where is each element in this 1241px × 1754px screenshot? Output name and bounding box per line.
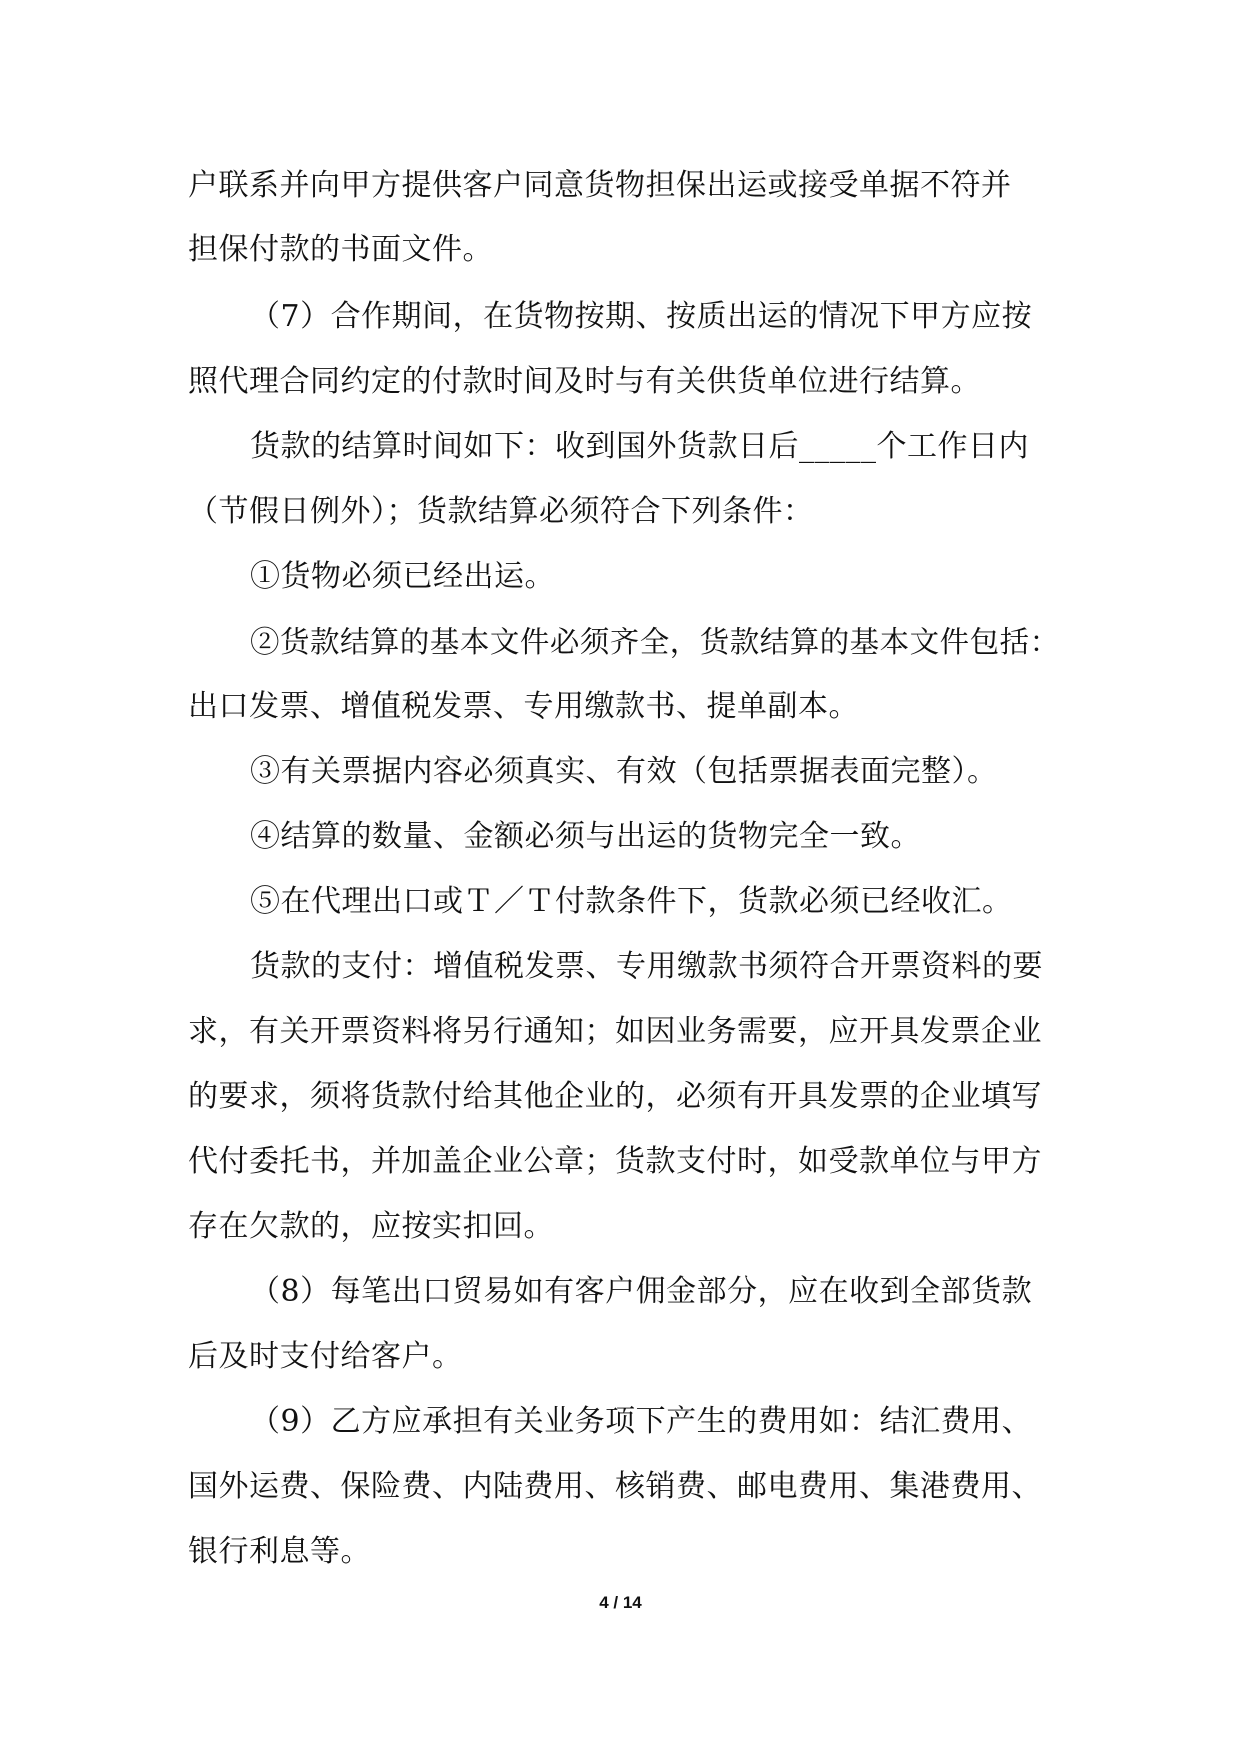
- text-line: 银行利息等。: [188, 1534, 371, 1569]
- text-line: ②货款结算的基本文件必须齐全，货款结算的基本文件包括：: [250, 625, 1060, 659]
- text-line: 后及时支付给客户。: [188, 1339, 463, 1374]
- text-line: 户联系并向甲方提供客户同意货物担保出运或接受单据不符并: [188, 168, 1012, 203]
- text-line: ⑤在代理出口或Ｔ／Ｔ付款条件下，货款必须已经收汇。: [250, 884, 1013, 919]
- page-number: 4 / 14: [599, 1593, 642, 1612]
- text-line: （节假日例外）；货款结算必须符合下列条件：: [188, 494, 814, 529]
- text-line: 代付委托书，并加盖企业公章；货款支付时，如受款单位与甲方: [188, 1144, 1042, 1179]
- text-line: 求，有关开票资料将另行通知；如因业务需要，应开具发票企业: [188, 1014, 1042, 1049]
- text-line: （8）每笔出口贸易如有客户佣金部分，应在收到全部货款: [250, 1274, 1033, 1309]
- text-line: 照代理合同约定的付款时间及时与有关供货单位进行结算。: [188, 364, 981, 399]
- text-line: 的要求，须将货款付给其他企业的，必须有开具发票的企业填写: [188, 1079, 1042, 1114]
- text-line: 货款的支付：增值税发票、专用缴款书须符合开票资料的要: [250, 949, 1043, 984]
- text-line: 货款的结算时间如下：收到国外货款日后_____个工作日内: [250, 429, 1029, 464]
- text-line: （9）乙方应承担有关业务项下产生的费用如：结汇费用、: [250, 1404, 1033, 1439]
- text-line: 存在欠款的，应按实扣回。: [188, 1209, 554, 1244]
- text-line: ①货物必须已经出运。: [250, 559, 555, 594]
- text-line: （7）合作期间，在货物按期、按质出运的情况下甲方应按: [250, 299, 1033, 334]
- text-line: 出口发票、增值税发票、专用缴款书、提单副本。: [188, 689, 859, 724]
- text-line: ④结算的数量、金额必须与出运的货物完全一致。: [250, 819, 921, 854]
- text-line: ③有关票据内容必须真实、有效（包括票据表面完整）。: [250, 754, 998, 789]
- text-line: 国外运费、保险费、内陆费用、核销费、邮电费用、集港费用、: [188, 1469, 1042, 1504]
- text-line: 担保付款的书面文件。: [188, 232, 493, 267]
